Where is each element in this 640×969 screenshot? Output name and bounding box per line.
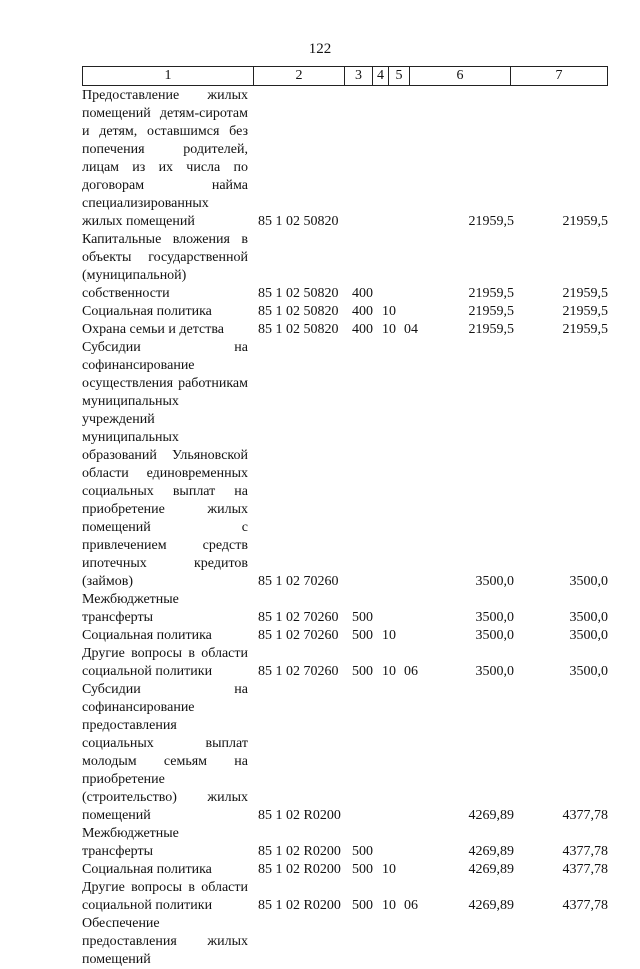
row-description: Социальная политика bbox=[82, 304, 212, 319]
row-target-code: 85 1 02 R0200 bbox=[258, 862, 341, 877]
column-header-2: 2 bbox=[254, 67, 345, 86]
row-codes bbox=[258, 807, 426, 825]
row-expense-type: 500 bbox=[352, 844, 373, 859]
row-target-code: 85 1 02 70260 bbox=[258, 664, 339, 679]
row-description: Предоставление жилых помещений детям-сиротам и детям, оставшимся без попечения родителей, лицам из их числа по договорам найма специализированных жилых помещений bbox=[82, 88, 248, 229]
row-description: Капитальные вложения в объекты государственной (муниципальной) собственности bbox=[82, 232, 248, 301]
row-target-code: 85 1 02 70260 bbox=[258, 628, 339, 643]
row-codes bbox=[258, 321, 426, 339]
row-codes bbox=[258, 861, 426, 879]
row-codes bbox=[258, 609, 426, 627]
row-section: 10 bbox=[382, 628, 396, 643]
row-amount-col6: 4269,89 bbox=[468, 808, 514, 823]
budget-rows bbox=[82, 87, 610, 969]
column-header-3: 3 bbox=[345, 67, 373, 86]
row-amount-col6: 21959,5 bbox=[468, 304, 514, 319]
row-expense-type: 500 bbox=[352, 664, 373, 679]
row-amount-col6: 4269,89 bbox=[468, 862, 514, 877]
row-expense-type: 500 bbox=[352, 898, 373, 913]
row-codes bbox=[258, 285, 426, 303]
row-section: 10 bbox=[382, 898, 396, 913]
row-amount-col7: 4377,78 bbox=[562, 808, 608, 823]
page-number: 122 bbox=[308, 41, 332, 57]
row-amount-col7: 3500,0 bbox=[569, 628, 608, 643]
row-amount-col6: 4269,89 bbox=[468, 844, 514, 859]
table-row bbox=[82, 87, 610, 231]
row-target-code: 85 1 02 50820 bbox=[258, 304, 339, 319]
table-row bbox=[82, 303, 610, 321]
row-subsection: 04 bbox=[404, 322, 418, 337]
table-row bbox=[82, 915, 610, 969]
row-codes bbox=[258, 627, 426, 645]
column-header-1: 1 bbox=[83, 67, 254, 86]
table-row bbox=[82, 339, 610, 591]
row-amount-col6: 3500,0 bbox=[475, 574, 514, 589]
row-expense-type: 500 bbox=[352, 610, 373, 625]
row-amount-col7: 4377,78 bbox=[562, 844, 608, 859]
row-amount-col7: 21959,5 bbox=[562, 322, 608, 337]
column-header-table bbox=[82, 66, 608, 86]
table-row bbox=[82, 645, 610, 681]
row-target-code: 85 1 02 50820 bbox=[258, 214, 339, 229]
row-amount-col7: 21959,5 bbox=[562, 304, 608, 319]
row-description: Субсидии на софинансирование предоставления социальных выплат молодым семьям на приобретение (строительство) жилых помещений bbox=[82, 682, 248, 823]
row-subsection: 06 bbox=[404, 664, 418, 679]
row-description: Субсидии на софинансирование осуществления работникам муниципальных учреждений муниципальных образований Ульяновской области единовременных социальных выплат на приобретение жилых помещений с привлечением средств ипотечных кредитов (займов) bbox=[82, 340, 248, 589]
row-amount-col6: 3500,0 bbox=[475, 610, 514, 625]
row-target-code: 85 1 02 R0200 bbox=[258, 844, 341, 859]
row-target-code: 85 1 02 70260 bbox=[258, 610, 339, 625]
row-description: Социальная политика bbox=[82, 862, 212, 877]
row-subsection: 06 bbox=[404, 898, 418, 913]
row-amount-col7: 3500,0 bbox=[569, 664, 608, 679]
row-amount-col6: 3500,0 bbox=[475, 628, 514, 643]
row-codes bbox=[258, 897, 426, 915]
table-row bbox=[82, 627, 610, 645]
row-amount-col7: 21959,5 bbox=[562, 214, 608, 229]
column-header-7: 7 bbox=[511, 67, 608, 86]
column-header-5: 5 bbox=[389, 67, 410, 86]
row-description: Другие вопросы в области социальной политики bbox=[82, 880, 248, 913]
row-section: 10 bbox=[382, 322, 396, 337]
row-description: Другие вопросы в области социальной политики bbox=[82, 646, 248, 679]
row-amount-col7: 4377,78 bbox=[562, 898, 608, 913]
row-amount-col7: 21959,5 bbox=[562, 286, 608, 301]
row-codes bbox=[258, 573, 426, 591]
row-amount-col7: 4377,78 bbox=[562, 862, 608, 877]
row-expense-type: 400 bbox=[352, 304, 373, 319]
table-row bbox=[82, 681, 610, 825]
row-target-code: 85 1 02 70260 bbox=[258, 574, 339, 589]
row-expense-type: 400 bbox=[352, 286, 373, 301]
row-target-code: 85 1 02 50820 bbox=[258, 286, 339, 301]
column-header-6: 6 bbox=[410, 67, 511, 86]
row-amount-col7: 3500,0 bbox=[569, 610, 608, 625]
row-expense-type: 400 bbox=[352, 322, 373, 337]
table-row bbox=[82, 321, 610, 339]
row-amount-col6: 21959,5 bbox=[468, 214, 514, 229]
row-codes bbox=[258, 843, 426, 861]
row-target-code: 85 1 02 R0200 bbox=[258, 898, 341, 913]
row-section: 10 bbox=[382, 304, 396, 319]
row-amount-col6: 21959,5 bbox=[468, 286, 514, 301]
row-description: Межбюджетные трансферты bbox=[82, 592, 179, 625]
row-amount-col6: 21959,5 bbox=[468, 322, 514, 337]
row-description: Межбюджетные трансферты bbox=[82, 826, 179, 859]
row-target-code: 85 1 02 R0200 bbox=[258, 808, 341, 823]
table-row bbox=[82, 825, 610, 861]
row-codes bbox=[258, 951, 426, 969]
row-amount-col6: 4269,89 bbox=[468, 898, 514, 913]
row-codes bbox=[258, 213, 426, 231]
row-description: Охрана семьи и детства bbox=[82, 322, 224, 337]
row-amount-col7: 3500,0 bbox=[569, 574, 608, 589]
row-section: 10 bbox=[382, 664, 396, 679]
row-codes bbox=[258, 663, 426, 681]
row-expense-type: 500 bbox=[352, 862, 373, 877]
table-row bbox=[82, 231, 610, 303]
row-codes bbox=[258, 303, 426, 321]
row-section: 10 bbox=[382, 862, 396, 877]
column-header-4: 4 bbox=[373, 67, 389, 86]
column-header-row bbox=[83, 67, 608, 86]
row-description: Социальная политика bbox=[82, 628, 212, 643]
table-row bbox=[82, 879, 610, 915]
row-description: Обеспечение предоставления жилых помещений bbox=[82, 916, 248, 967]
row-expense-type: 500 bbox=[352, 628, 373, 643]
table-row bbox=[82, 861, 610, 879]
row-amount-col6: 3500,0 bbox=[475, 664, 514, 679]
table-row bbox=[82, 591, 610, 627]
row-target-code: 85 1 02 50820 bbox=[258, 322, 339, 337]
